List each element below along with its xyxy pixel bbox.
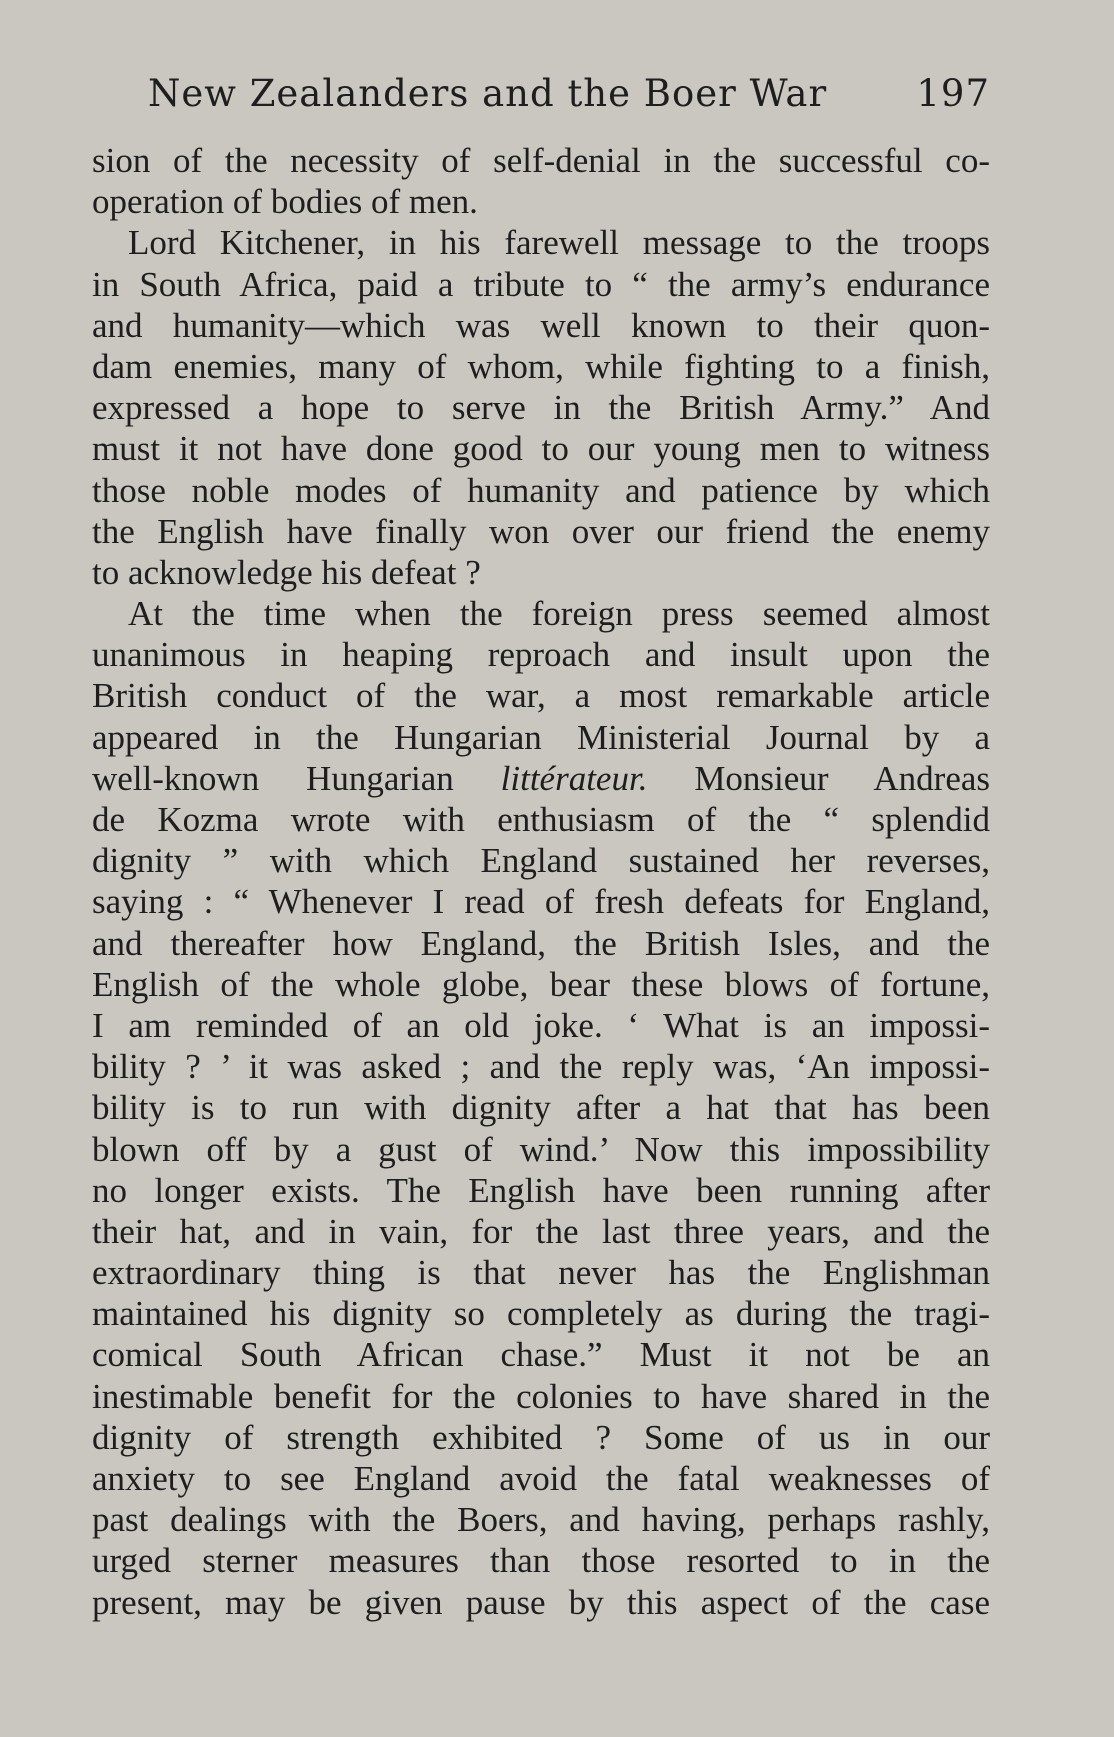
text-line: past dealings with the Boers, and having, perhaps rashly, — [92, 1500, 990, 1540]
page-number: 197 — [916, 72, 990, 115]
text-line: to acknowledge his defeat ? — [92, 552, 481, 592]
text-line: comical South African chase.” Must it not be an — [92, 1335, 990, 1375]
text-line: anxiety to see England avoid the fatal weaknesses of — [92, 1459, 990, 1498]
text-line: bility ? ’ it was asked ; and the reply was, ‘An impossi- — [92, 1047, 990, 1087]
text-line: English of the whole globe, bear these blows of fortune, — [92, 964, 990, 1004]
text-line: sion of the necessity of self-denial in the successful co- — [92, 141, 990, 180]
text-line: de Kozma wrote with enthusiasm of the “ splendid — [92, 800, 990, 839]
text-segment: well-known Hungarian — [92, 758, 454, 798]
text-line: those noble modes of humanity and patience by which — [92, 470, 990, 510]
text-line: in South Africa, paid a tribute to “ the army’s endurance — [92, 264, 990, 304]
paragraph-start-line: Lord Kitchener, in his farewell message to the troops — [128, 223, 990, 263]
text-line — [92, 758, 990, 799]
text-line: dam enemies, many of whom, while fighting to a finish, — [92, 346, 990, 386]
text-line: saying : “ Whenever I read of fresh defeats for England, — [92, 882, 990, 922]
text-line: and thereafter how England, the British Isles, and the — [92, 923, 990, 963]
text-line: extraordinary thing is that never has the Englishman — [92, 1253, 990, 1293]
text-line: maintained his dignity so completely as during the tragi- — [92, 1294, 990, 1334]
running-title: New Zealanders and the Boer War — [148, 72, 828, 115]
text-line: operation of bodies of men. — [92, 182, 478, 222]
text-line: and humanity—which was well known to their quon- — [92, 305, 990, 345]
text-line: dignity of strength exhibited ? Some of us in our — [92, 1417, 990, 1457]
text-line: inestimable benefit for the colonies to have shared in the — [92, 1376, 990, 1416]
text-line: no longer exists. The English have been running after — [92, 1170, 990, 1210]
text-line: appeared in the Hungarian Ministerial Journal by a — [92, 717, 990, 757]
running-header — [148, 72, 990, 122]
text-line: the English have finally won over our friend the enemy — [92, 511, 990, 551]
text-line: dignity ” with which England sustained her reverses, — [92, 841, 990, 881]
text-line: must it not have done good to our young men to witness — [92, 429, 990, 469]
text-line: British conduct of the war, a most remarkable article — [92, 676, 990, 716]
text-line: present, may be given pause by this aspect of the case — [92, 1582, 990, 1622]
body-text — [92, 140, 990, 1623]
text-line: their hat, and in vain, for the last three years, and the — [92, 1211, 990, 1251]
text-segment: Monsieur Andreas — [694, 758, 991, 798]
text-line: urged sterner measures than those resorted to in the — [92, 1541, 990, 1581]
italic-term: littérateur. — [500, 758, 648, 798]
text-line: bility is to run with dignity after a hat that has been — [92, 1088, 990, 1128]
text-line: blown off by a gust of wind.’ Now this impossibility — [92, 1129, 990, 1169]
text-line: I am reminded of an old joke. ‘ What is an impossi- — [92, 1005, 990, 1045]
paragraph-start-line: At the time when the foreign press seemed almost — [128, 594, 990, 634]
text-line: unanimous in heaping reproach and insult upon the — [92, 635, 990, 675]
text-line: expressed a hope to serve in the British Army.” And — [92, 388, 990, 428]
